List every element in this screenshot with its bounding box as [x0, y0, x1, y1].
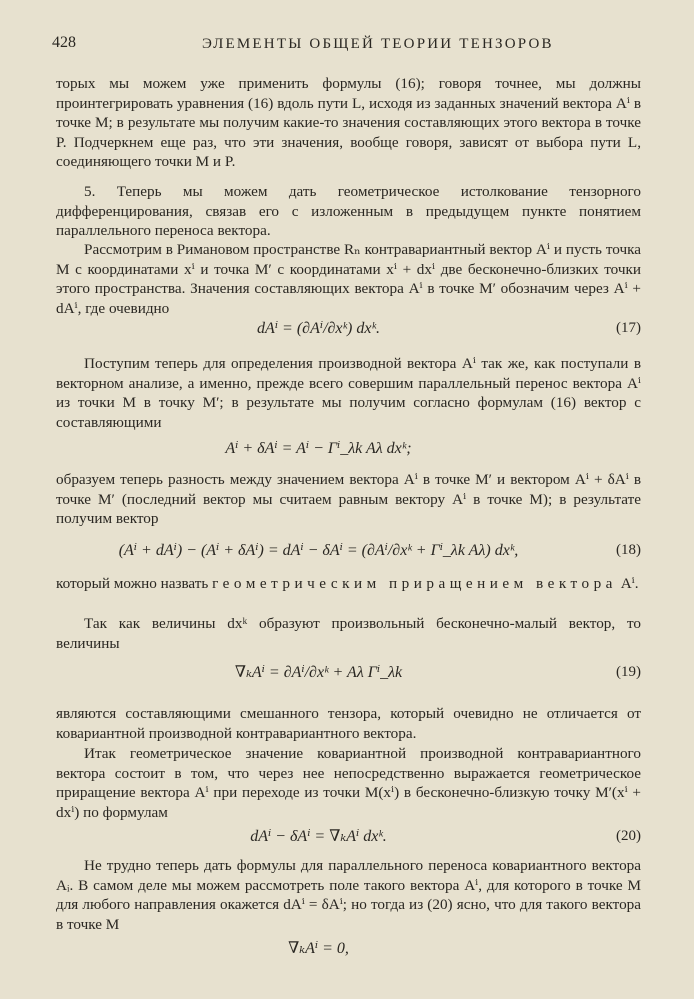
equation-body: ∇ₖAⁱ = ∂Aⁱ/∂xᵏ + Aλ Γⁱ_λk [234, 664, 403, 681]
text-run: Aⁱ. [620, 575, 639, 592]
equation-body: Aⁱ + δAⁱ = Aⁱ − Γⁱ_λk Aλ dxᵏ; [225, 440, 412, 457]
text-run: который можно назвать [56, 575, 209, 592]
paragraph-text: Рассмотрим в Римановом пространстве Rₙ контравариантный вектор Aⁱ и пусть точка M с координатами xⁱ и точка M′ с координатами xⁱ + dxⁱ две бесконечно-близких точки этого пространства. Значения составляющих вектора Aⁱ в точке M′ обозначим через Aⁱ + dAⁱ, где очевидно [56, 241, 641, 317]
page-number: 428 [52, 34, 76, 51]
paragraph-text: Так как величины dxᵏ образуют произвольный бесконечно-малый вектор, то величины [56, 615, 641, 652]
paragraph-1 [56, 74, 641, 172]
paragraph-3 [56, 240, 641, 318]
paragraph-text: Итак геометрическое значение ковариантной производной контравариантного вектора состоит в том, что через нее непосредственно выражается геометрическое приращение вектора Aⁱ при переходе из точки M(xⁱ) в бесконечно-близкую точку M′(xⁱ + dxⁱ) по формулам [56, 745, 641, 821]
equation-17 [56, 310, 641, 350]
paragraph-text: торых мы можем уже применить формулы (16); говоря точнее, мы должны проинтегрировать уравнения (16) вдоль пути L, исходя из заданных значений вектора Aⁱ в точке M; в результате мы получим какие-то значения составляющих этого вектора в точке P. Подчеркнем еще раз, что эти значения, вообще говоря, зависят от выбора пути L, соединяющего точки M и P. [56, 75, 641, 171]
equation-20 [56, 818, 641, 858]
equation-19 [56, 654, 641, 694]
equation-body: dAⁱ = (∂Aⁱ/∂xᵏ) dxᵏ. [257, 320, 380, 337]
paragraph-text: 5. Теперь мы можем дать геометрическое истолкование тензорного дифференцирования, связав его с изложенным в предыдущем пункте понятием параллельного переноса вектора. [56, 183, 641, 240]
equation-body: dAⁱ − δAⁱ = ∇ₖAⁱ dxᵏ. [250, 828, 387, 845]
paragraph-10 [56, 856, 641, 934]
equation-number: (17) [616, 320, 641, 336]
paragraph-7 [56, 614, 641, 653]
equation-parallel-transport [56, 430, 641, 470]
paragraph-text [56, 574, 641, 594]
paragraph-6 [56, 574, 641, 594]
equation-number: (20) [616, 828, 641, 844]
equation-body: ∇ₖAⁱ = 0, [288, 940, 349, 957]
paragraph-8 [56, 704, 641, 743]
paragraph-5 [56, 470, 641, 529]
paragraph-text: образуем теперь разность между значением вектора Aⁱ в точке M′ и вектором Aⁱ + δAⁱ в точке M′ (последний вектор мы считаем равным вектору Aⁱ в точке M); в результате получим вектор [56, 471, 641, 528]
paragraph-4 [56, 354, 641, 432]
equation-number: (19) [616, 664, 641, 680]
paragraph-text: являются составляющими смешанного тензора, который очевидно не отличается от ковариантной производной контравариантного вектора. [56, 705, 641, 742]
paragraph-9 [56, 744, 641, 822]
page-header [52, 34, 638, 58]
paragraph-text: Поступим теперь для определения производной вектора Aⁱ так же, как поступали в векторном анализе, а именно, прежде всего совершим параллельный перенос вектора Aⁱ из точки M в точку M′; в результате мы получим согласно формулам (16) вектор с составляющими [56, 355, 641, 431]
equation-final [56, 930, 641, 970]
equation-18 [56, 532, 641, 572]
equation-body: (Aⁱ + dAⁱ) − (Aⁱ + δAⁱ) = dAⁱ − δAⁱ = (∂Aⁱ/∂xᵏ + Γⁱ_λk Aλ) dxᵏ, [118, 542, 519, 559]
emphasized-term: геометрическим приращением вектора [212, 575, 617, 592]
paragraph-text: Не трудно теперь дать формулы для параллельного переноса ковариантного вектора Aᵢ. В самом деле мы можем рассмотреть поле такого вектора Aⁱ, для которого в точке M для любого направления окажется dAⁱ = δAⁱ; но тогда из (20) ясно, что для такого вектора в точке M [56, 857, 641, 933]
paragraph-2 [56, 182, 641, 241]
equation-number: (18) [616, 542, 641, 558]
running-head: ЭЛЕМЕНТЫ ОБЩЕЙ ТЕОРИИ ТЕНЗОРОВ [202, 36, 554, 52]
